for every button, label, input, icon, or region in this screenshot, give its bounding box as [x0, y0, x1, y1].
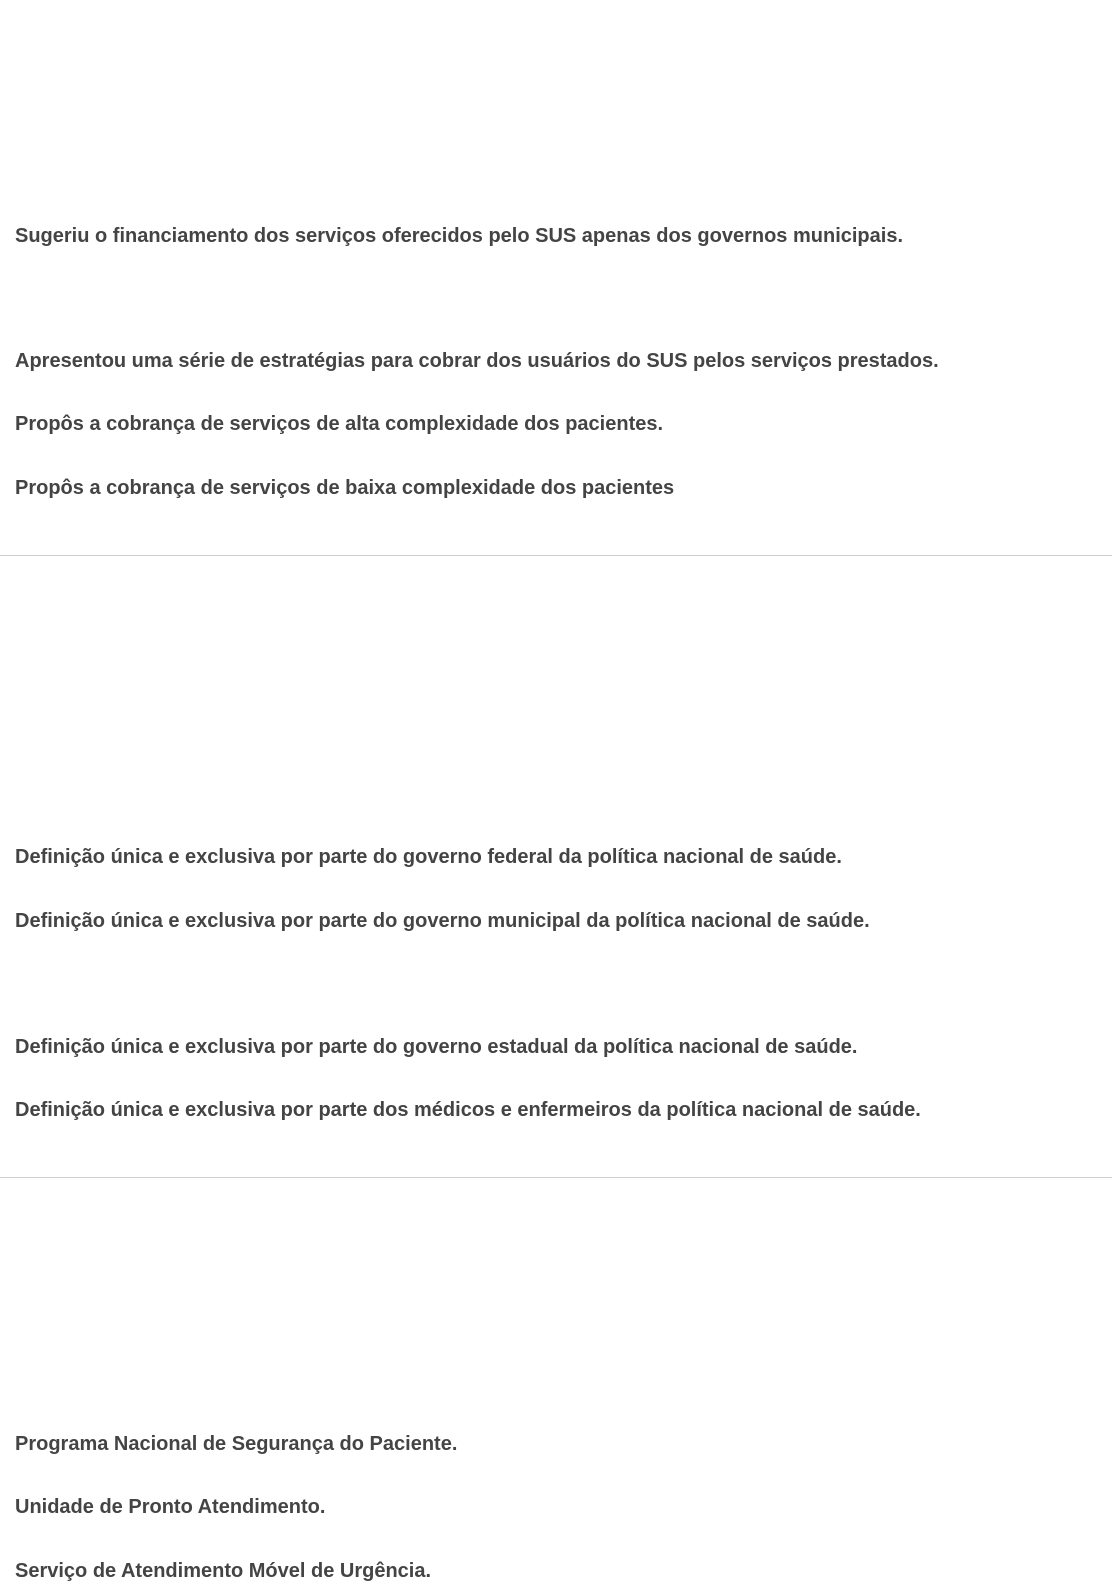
answer-option[interactable]: Programa Nacional de Segurança do Paciente. — [15, 1433, 458, 1455]
question-divider — [0, 1177, 1112, 1178]
answer-option[interactable]: Apresentou uma série de estratégias para cobrar dos usuários do SUS pelos serviços prestados. — [15, 350, 939, 372]
answer-option[interactable]: Definição única e exclusiva por parte dos médicos e enfermeiros da política nacional de saúde. — [15, 1099, 921, 1121]
answer-option[interactable]: Propôs a cobrança de serviços de baixa complexidade dos pacientes — [15, 477, 675, 499]
answer-option[interactable]: Propôs a cobrança de serviços de alta complexidade dos pacientes. — [15, 413, 664, 435]
answer-option[interactable]: Serviço de Atendimento Móvel de Urgência. — [15, 1560, 432, 1582]
answer-option[interactable]: Definição única e exclusiva por parte do governo estadual da política nacional de saúde. — [15, 1036, 858, 1058]
answer-option[interactable]: Unidade de Pronto Atendimento. — [15, 1496, 326, 1518]
answer-option[interactable]: Definição única e exclusiva por parte do governo federal da política nacional de saúde. — [15, 846, 842, 868]
question-divider — [0, 555, 1112, 556]
answer-option[interactable]: Sugeriu o financiamento dos serviços oferecidos pelo SUS apenas dos governos municipais. — [15, 225, 904, 247]
answer-option[interactable]: Definição única e exclusiva por parte do governo municipal da política nacional de saúde. — [15, 910, 870, 932]
